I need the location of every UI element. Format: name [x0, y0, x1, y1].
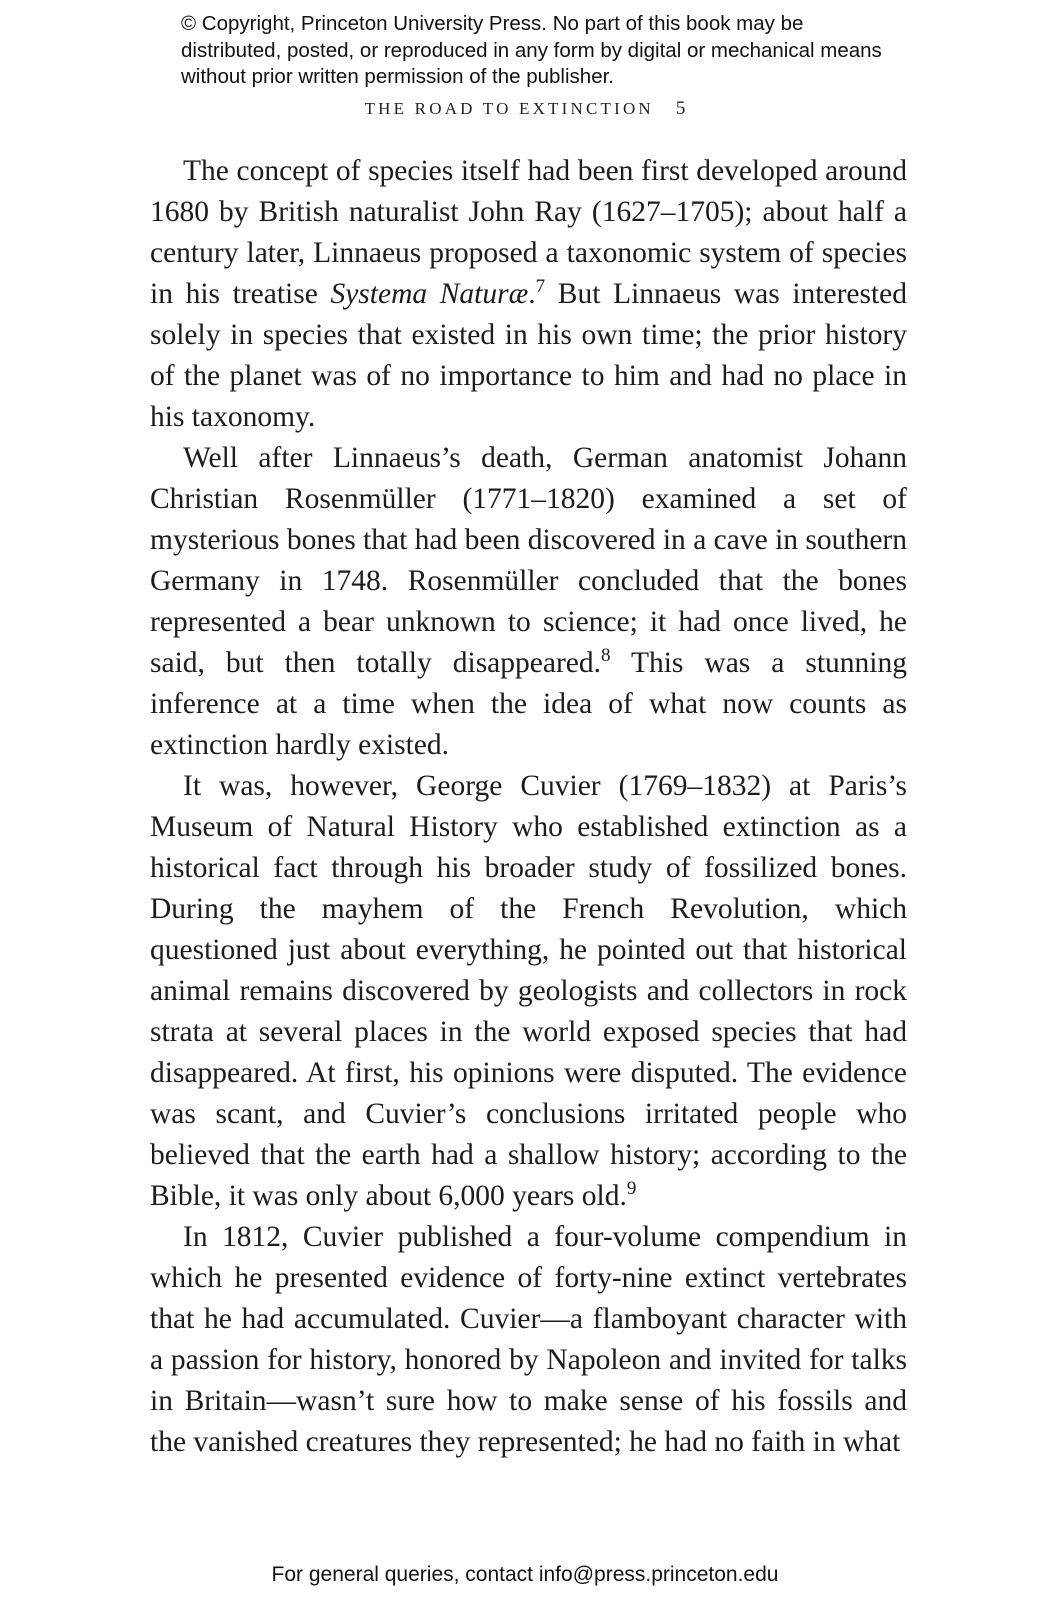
paragraph-2-text-b: This was a stunning inference at a time when the idea of what now counts as extinction hardly existed. — [150, 647, 907, 761]
footer-contact: For general queries, contact info@press.princeton.edu — [271, 1563, 779, 1586]
body-text — [150, 151, 907, 1463]
running-head — [0, 98, 1050, 120]
paragraph-1-text-a: The concept of species itself had been first developed around 1680 by British naturalist John Ray (1627–1705); about half a century later, Linnaeus proposed a taxonomic system of species in his treatise — [150, 155, 907, 310]
paragraph-1 — [150, 151, 907, 438]
book-title-italic: Systema Naturæ — [330, 278, 529, 310]
paragraph-2-text-a: Well after Linnaeus’s death, German anatomist Johann Christian Rosenmüller (1771–1820) examined a set of mysterious bones that had been discovered in a cave in southern Germany in 1748. Rosenmüller concluded that the bones represented a bear unknown to science; it had once lived, he said, but then totally disappeared. — [150, 442, 907, 679]
paragraph-2 — [150, 438, 907, 766]
paragraph-3 — [150, 766, 907, 1217]
paragraph-3-text-a: It was, however, George Cuvier (1769–1832) at Paris’s Museum of Natural History who established extinction as a historical fact through his broader study of fossilized bones. During the mayhem of the French Revolution, which questioned just about everything, he pointed out that historical animal remains discovered by geologists and collectors in rock strata at several places in the world exposed species that had disappeared. At first, his opinions were disputed. The evidence was scant, and Cuvier’s conclusions irritated people who believed that the earth had a shallow history; according to the Bible, it was only about 6,000 years old. — [150, 770, 907, 1212]
paragraph-1-text-c: But Linnaeus was interested solely in species that existed in his own time; the prior history of the planet was of no importance to him and had no place in his taxonomy. — [150, 278, 908, 433]
footnote-marker-8: 8 — [601, 645, 611, 667]
footnote-marker-9: 9 — [626, 1178, 637, 1200]
footnote-marker-7: 7 — [535, 276, 546, 298]
paragraph-4-text-a: In 1812, Cuvier published a four-volume compendium in which he presented evidence of forty-nine extinct vertebrates that he had accumulated. Cuvier—a flamboyant character with a passion for history, honored by Napoleon and invited for talks in Britain—wasn’t sure how to make sense of his fossils and the vanished creatures they represented; he had no faith in what — [150, 1221, 907, 1458]
paragraph-1-text-b: . — [528, 278, 536, 310]
copyright-notice: © Copyright, Princeton University Press. No part of this book may be distributed, posted, or reproduced in any form by digital or mechanical means without prior written permission of the publisher. — [181, 12, 882, 88]
running-head-title: THE ROAD TO EXTINCTION — [364, 99, 654, 118]
page-number: 5 — [675, 98, 686, 119]
paragraph-4 — [150, 1217, 907, 1463]
